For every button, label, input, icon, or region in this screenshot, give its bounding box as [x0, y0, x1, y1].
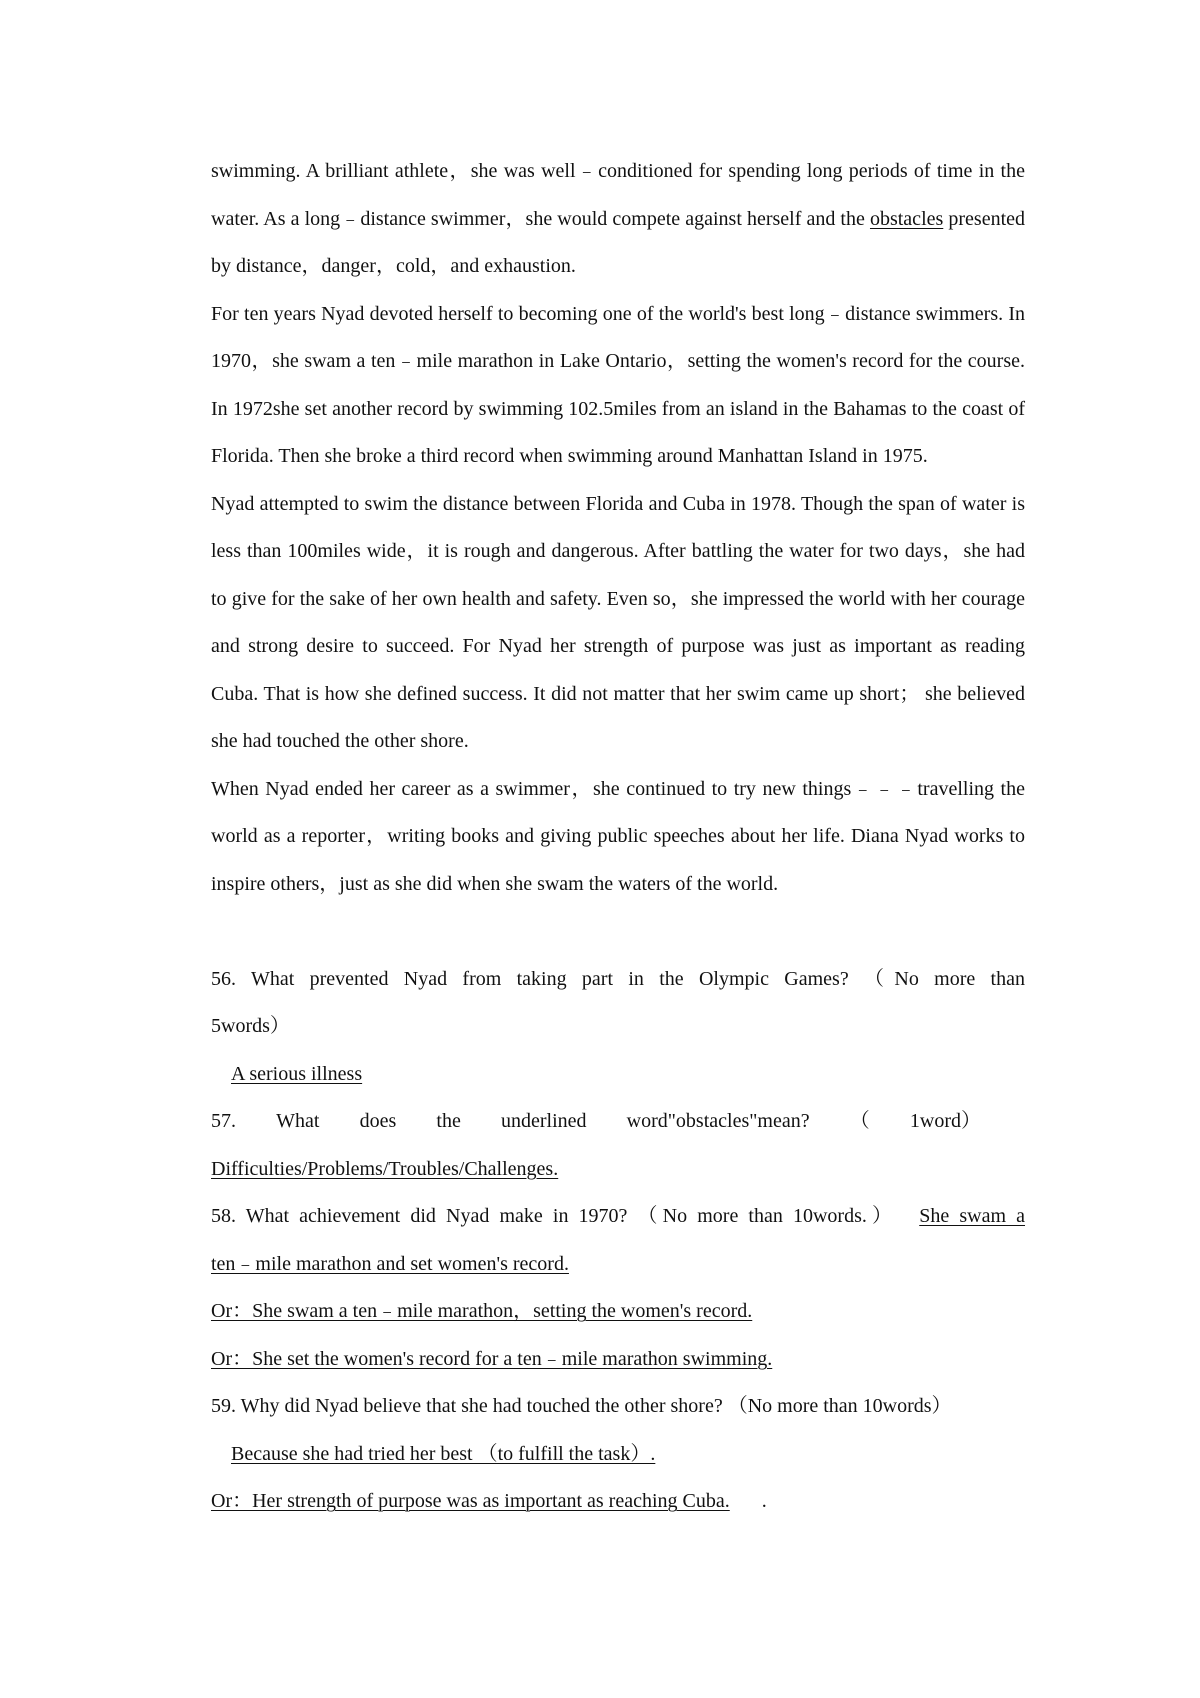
- answer-59-a-text: Because she had tried her best （to fulfill the task）.: [231, 1442, 656, 1465]
- passage-p1-part1: swimming. A brilliant athlete，she was well﹣conditioned for spending long periods of time in the water. As a long﹣distance swimmer，she would compete against herself and the: [211, 160, 1025, 230]
- passage-paragraph-1: [211, 148, 1025, 291]
- answer-57: [211, 1146, 1025, 1194]
- question-58-text: 58. What achievement did Nyad make in 1970? （No more than 10words.）: [211, 1205, 898, 1227]
- answer-58-b: [211, 1288, 1025, 1336]
- passage-paragraph-4: When Nyad ended her career as a swimmer，she continued to try new things﹣﹣﹣travelling the world as a reporter，writing books and giving public speeches about her life. Diana Nyad works to inspire others，just as she did when she swam the waters of the world.: [211, 777, 1025, 895]
- answer-58-c: [211, 1336, 1025, 1384]
- question-58-line-1: [211, 1193, 1025, 1241]
- question-57-word: does: [359, 1110, 397, 1132]
- answer-56: [211, 1051, 1025, 1099]
- question-57-word: What: [276, 1110, 320, 1132]
- passage-p1-part2: presented by distance，danger，cold，and exhaustion.: [211, 207, 1026, 277]
- document-page: [211, 148, 1025, 1526]
- answer-59-b-text: Or：Her strength of purpose was as important as reaching Cuba.: [211, 1490, 730, 1512]
- answer-56-text: A serious illness: [231, 1062, 363, 1085]
- answer-58-a-end: ten﹣mile marathon and set women's record.: [211, 1252, 569, 1275]
- question-57-word: （: [849, 1110, 870, 1132]
- question-57-word: underlined: [500, 1110, 587, 1132]
- passage-paragraph-2: For ten years Nyad devoted herself to becoming one of the world's best long﹣distance swimmers. In 1970，she swam a ten﹣mile marathon in Lake Ontario，setting the women's record for the course. In 1972she set another record by swimming 102.5miles from an island in the Bahamas to the coast of Florida. Then she broke a third record when swimming around Manhattan Island in 1975.: [211, 302, 1025, 467]
- question-57-number: 57.: [211, 1110, 236, 1132]
- answer-58-a-start: She swam a: [919, 1205, 1026, 1227]
- question-59: 59. Why did Nyad believe that she had touched the other shore? （No more than 10words）: [211, 1395, 952, 1417]
- answer-58-c-text: Or：She set the women's record for a ten﹣mile marathon swimming.: [211, 1347, 773, 1370]
- answer-58-a: [211, 1241, 1025, 1289]
- answer-57-text: Difficulties/Problems/Troubles/Challenges.: [211, 1157, 559, 1180]
- answer-59-b: [211, 1478, 1025, 1526]
- answer-58-b-text: Or：She swam a ten﹣mile marathon，setting the women's record.: [211, 1300, 753, 1322]
- answer-59-a: [211, 1431, 1025, 1479]
- question-56-line-1: 56. What prevented Nyad from taking part in the Olympic Games? （No more than: [211, 967, 1025, 990]
- question-57-word: 1word）: [909, 1110, 981, 1132]
- question-56-line-2: 5words）: [211, 1015, 290, 1037]
- question-57: [211, 1098, 981, 1146]
- passage-paragraph-3: Nyad attempted to swim the distance between Florida and Cuba in 1978. Though the span of water is less than 100miles wide，it is rough and dangerous. After battling the water for two days，she had to give for the sake of her own health and safety. Even so，she impressed the world with her courage and strong desire to succeed. For Nyad her strength of purpose was just as important as reading Cuba. That is how she defined success. It did not matter that her swim came up short； she believed she had touched the other shore.: [211, 492, 1025, 752]
- question-57-word: the: [436, 1110, 461, 1132]
- answer-59-b-period: .: [761, 1490, 767, 1512]
- question-57-word: word"obstacles"mean?: [626, 1110, 810, 1132]
- section-gap: [211, 908, 1025, 956]
- underlined-word-obstacles: obstacles: [869, 207, 944, 230]
